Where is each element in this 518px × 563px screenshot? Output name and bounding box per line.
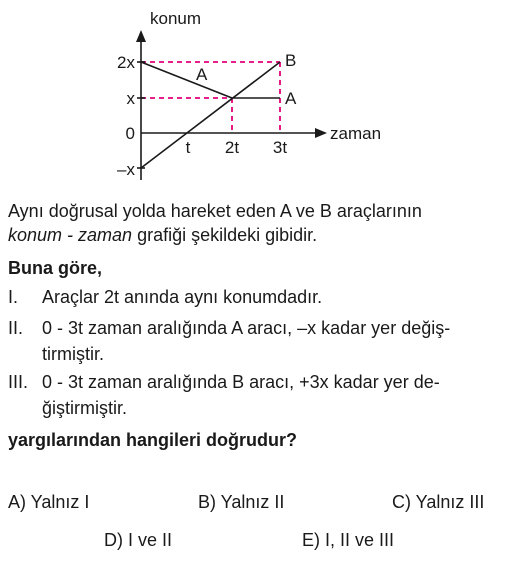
line-B [141, 62, 280, 168]
x-tick-3t: 3t [272, 138, 288, 157]
statement-3-number: III. [8, 372, 29, 392]
line-A-descending [141, 62, 232, 98]
statement-2-text-cont: tirmiştir. [42, 344, 104, 364]
x-tick-t: t [185, 138, 191, 157]
line-label-A-end: A [285, 89, 297, 108]
option-a[interactable]: A) Yalnız I [8, 492, 90, 512]
line-label-B-end: B [285, 51, 297, 70]
line-label-A-mid: A [196, 65, 208, 84]
statement-2-number: II. [8, 318, 24, 338]
axes [136, 30, 327, 180]
statement-1-text: Araçlar 2t anında aynı konumdadır. [42, 287, 323, 307]
x-tick-2t: 2t [224, 138, 240, 157]
y-tick-2x: 2x [117, 53, 135, 72]
stem-part2: grafiği şekildeki gibidir. [132, 225, 318, 245]
option-d[interactable]: D) I ve II [104, 530, 173, 550]
statement-3-text: 0 - 3t zaman aralığında B aracı, +3x kadar yer de- [42, 372, 440, 392]
question-intro: Buna göre, [8, 258, 103, 278]
question-stem [8, 199, 504, 247]
statement-3-text-cont: ğiştirmiştir. [42, 398, 127, 418]
y-axis-label: konum [150, 9, 202, 28]
y-axis-arrow [136, 30, 146, 42]
statement-2-text: 0 - 3t zaman aralığında A aracı, –x kadar yer değiş- [42, 318, 451, 338]
question-prompt: yargılarından hangileri doğrudur? [8, 430, 298, 450]
option-e[interactable]: E) I, II ve III [302, 530, 395, 550]
y-tick-x: x [126, 89, 135, 108]
y-tick-0: 0 [125, 124, 135, 143]
stem-italic: konum - zaman [8, 225, 133, 245]
statement-1-number: I. [8, 287, 19, 307]
option-b[interactable]: B) Yalnız II [198, 492, 285, 512]
stem-part1: Aynı doğrusal yolda hareket eden A ve B araçlarının [8, 201, 422, 221]
y-tick-neg-x: –x [117, 160, 135, 179]
option-c[interactable]: C) Yalnız III [392, 492, 485, 512]
position-time-graph [0, 0, 518, 190]
x-axis-label: zaman [330, 124, 382, 143]
x-axis-arrow [315, 128, 327, 138]
vehicle-lines [141, 62, 280, 168]
